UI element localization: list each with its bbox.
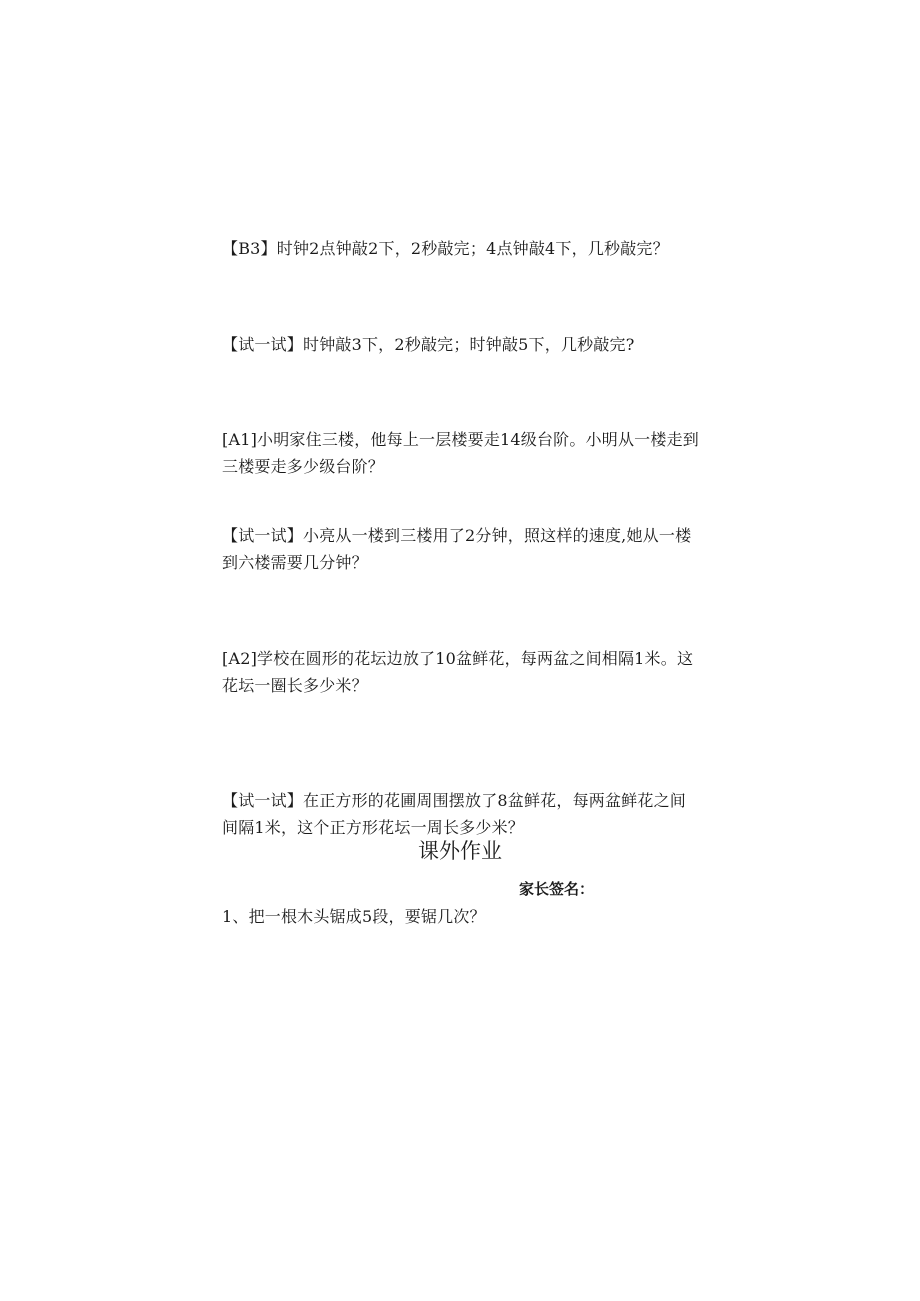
question-try-3: 【试一试】在正方形的花圃周围摆放了8盆鲜花，每两盆鲜花之间间隔1米，这个正方形花坛一周长多少米？ xyxy=(222,791,686,837)
question-a1: [A1]小明家住三楼，他每上一层楼要走14级台阶。小明从一楼走到三楼要走多少级台阶？ xyxy=(222,430,699,476)
question-b3: 【B3】时钟2点钟敲2下，2秒敲完；4点钟敲4下，几秒敲完？ xyxy=(222,239,669,258)
homework-item-1: 1、把一根木头锯成5段，要锯几次？ xyxy=(222,907,486,926)
question-try-2: 【试一试】小亮从一楼到三楼用了2分钟，照这样的速度,她从一楼到六楼需要几分钟？ xyxy=(222,526,692,572)
question-a2: [A2]学校在圆形的花坛边放了10盆鲜花，每两盆之间相隔1米。这花坛一圈长多少米？ xyxy=(222,649,694,695)
homework-title: 课外作业 xyxy=(418,839,502,863)
question-try-1: 【试一试】时钟敲3下，2秒敲完；时钟敲5下，几秒敲完? xyxy=(222,335,635,354)
parent-signature-label: 家长签名： xyxy=(519,880,595,898)
